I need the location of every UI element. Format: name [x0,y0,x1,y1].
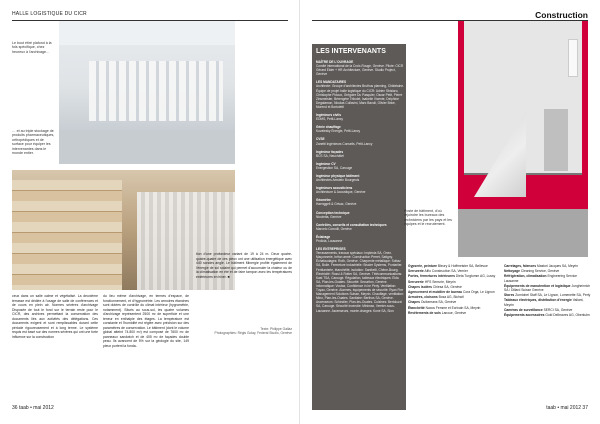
credit-photography: Photographies: Régis Golay, Federal Studio, Genève [214,331,292,335]
company-entry [504,298,592,306]
company-name: Alfio Construction SA, Vernier [424,269,468,274]
sidebar-heading: MAÎTRE DE L'OUVRAGE [316,60,354,64]
photo-caption-middle: … et au triple stockage de produits pharmaceutiques, orthopédiques et de surface pour équiper les intervenantes dans le monde entier. [12,129,55,156]
sidebar-text: Energestion SA, Carouge [316,165,353,170]
company-role: Stores [504,293,515,298]
company-role: Tableaux électriques, distribution d'énergie [504,298,572,303]
company-entry [408,264,496,268]
sidebar-text: Prolicia, Lausanne [316,239,343,243]
article-column-1: ceux dans un salle calme et végétalisé. La deuxième terrasse est dédiée à l'usage de salle de conférences et de cours en plein air. Normes sévères d'archivage Disposée de tout le fond sur le terrain reste pour le CICR, des archives permettant la conservation des documents liés aux activités des délégations. Ces documents exigent et sont remplissables durant cette période rigoureusement et à long terme. Le système requis est basé sur des normes sévères qui ont une forte influence sur la construction [12,294,98,339]
company-role: Équipements accessoires [504,313,545,318]
company-name: Engineering Service Lausanne [504,274,577,283]
sidebar-text: Zanetti Ingénieurs Conseils, Petit-Lancy [316,141,373,146]
company-entry [504,293,592,297]
sidebar-text: EDMS, Petit-Lancy [316,117,343,122]
company-role: Étanchéité [408,305,425,310]
company-entry [408,280,496,284]
company-role: Réfrigération, climatisation [504,274,547,279]
company-name: Mastori Jacques SA, Meyrin [537,264,579,268]
company-role: Équipements de manutention et logistique [504,283,571,288]
sidebar-heading: Ingénieurs acousticiens [316,186,353,191]
sidebar-heading: Génie chauffage [316,125,341,130]
company-entry [504,264,592,268]
company-entry [408,295,496,299]
company-role: Nettoyage [504,269,520,274]
archive-aisles-photo [59,21,235,164]
company-name: Bleury & Hoffmeister SA, Bellevue [437,264,488,268]
company-entry [408,285,496,289]
service-door [544,109,568,171]
sidebar-heading: Conception technique [316,210,350,215]
company-role: Gypserie, peinture [408,264,437,268]
company-entry [504,274,592,282]
shelf-rows [89,61,223,121]
company-role: Chapes isolées [408,284,433,289]
sidebar-text: Marcelo Comolli, Genève [316,226,352,231]
ceiling-area [59,21,235,45]
sidebar-text: Haenggeli & Grivaz, Genève [316,202,357,207]
sidebar-heading: Ingénieur CV [316,161,336,166]
wall-light [568,39,578,77]
company-name: Dieta Turgtomm AG, Lussy [455,274,496,279]
pallet-stack-left [12,180,122,290]
sidebar-text: Nicoletta, Genève [316,214,342,219]
contributors-sidebar [312,44,406,410]
company-role: Serrurerie [408,269,424,274]
company-entry [408,274,496,278]
company-name: Ouikemans SA, Genève [420,300,457,305]
section-header-left: HALLE LOGISTIQUE DU CICR [12,11,87,17]
company-name: Chiesa SA, Genève [432,284,462,289]
company-entry [408,290,496,294]
floor-area [59,130,235,164]
sidebar-title: LES INTERVENANTS [316,48,386,55]
sidebar-text: Architecture & Acoustique, Genève [316,190,366,195]
company-name: SERCI SA, Genève [543,307,573,312]
company-entry [504,284,592,292]
company-name: Lanoue, Genève [441,310,467,315]
company-role: Carrelages, faïences [504,264,537,268]
company-role: Chapes [408,300,420,305]
companies-list [408,264,592,317]
sidebar-text: Architecte: Groupe d'architectes Bruthus planning, Châtelaine. Équipe de projet halle logistique du CICR: Adrien Sbisiaro, Christophe Pidoux, Grégoire Du Pasquier, Oscar Petit, Pierre Zinsmeister, Bérengère Tribolet, Isabelle Vicente, Delphine Degalamon, Nicolas Collavini, Marc Bavoli, Olivier Brice, Morend et Bortoletti [316,84,404,109]
company-role: Caméras de surveillance [504,307,543,312]
red-stair-hall-photo [458,21,588,257]
company-entry [408,306,496,310]
sidebar-text: BCS SA, Neuchâtel [316,153,344,158]
company-name: Valiant, Meyrin [504,298,584,307]
sidebar-text: Kovalesky Énergie, Petit-Lancy [316,129,361,134]
company-role: Serrurerie [408,279,424,284]
archive-shelving [59,21,235,164]
sidebar-heading: CVSE [316,137,325,142]
sidebar-heading: Éclairage [316,234,331,239]
page-folio-right: taab • mai 2012 37 [546,405,588,411]
company-name: Cleaning Service, Genève [520,269,560,274]
company-role: Armoires, cloisons [408,295,438,300]
company-role: Revêtements de sols [408,310,441,315]
company-name: Zumtobel Staff SA, Le Lignon, Lumenette SA, Perly [515,293,591,298]
sidebar-body [316,60,404,313]
company-entry [504,313,592,317]
page-folio-left: 36 taab • mai 2012 [12,405,54,411]
sidebar-heading: Ingénieurs civils [316,113,341,118]
photo-credits [196,327,292,335]
company-name: Bosa AG, Bichwil [438,295,464,300]
company-entry [504,308,592,312]
sidebar-text: Architectes Amstein Bourgeois [316,178,360,183]
company-entry [408,311,496,315]
company-name: Naxos Femme et Ecrivain SA, Meyrin [425,305,481,310]
company-entry [504,269,592,273]
sidebar-heading: Ingénieur façades [316,149,344,154]
photo-caption-top: Le bout étiré plafond à la fois spécifique, chez heureux à l'archivage… [12,41,52,54]
article-column-3: tion d'une profondeur variant de 19 à 24 m. Deux quatre-quatre-quatre de ces pieux ont une utilisation énergétique avec 440 sondes angle. Le bâtiment Minergie profite également de l'énergie de sol solaire qui permet d'accumuler la chaleur ou de la climatisation en été et de faire tampon avec les températures extérieures en hiver. ■ [196,252,292,279]
company-role: Portes, fermetures intérieures [408,274,455,279]
company-name: Cora Orga, Le Lignon [462,290,495,295]
section-header-right: Construction [535,10,588,20]
sidebar-heading: Géomètre [316,198,331,203]
sidebar-heading: LES ENTREPRISES [316,247,346,252]
company-name: Gold Delbraves AG, Oberkulm [545,313,590,318]
sidebar-heading: LES MANDATAIRES [316,80,347,85]
company-name: HFS Serrurie, Meyrin [424,279,456,284]
sidebar-text: Terrassements, travaux spéciaux: Implenia SA, Onex. Maçonnerie, béton armé: Construction Perret, Satigny. Échafaudages: Roth, Genève. Charpente métallique: Sottaz SA, Bulle. Fermeture industrielle: Bruder Systems, Pontarlier. Ferblanterie, étanchéité, isolation: Sanibelli, Chêne-Bourg. Électricité: Rossi & Rotter SA, Genève. Télécommunications: Kast TSA, Carouge. Régulation, tableaux électriques: Elda SA, Plan-les-Ouates. Sécurité: Securiton, Genève. Informatique: Voutaz, Confidence in he Perly. Ventilation: Tuyau, Genève. Alarmes, équipements de sécurité: Ryan Fire Management Solutions Suisse, Meyrin. Chauffage, ventilation: Mino, Plan-les-Ouates. Sanitaire: Berthos SA, Genève. Ascenseurs: Schindler, Plan-les-Ouates. Cuisines: Bertoluzzi SA, Carouge. Sécurité incendie: Minimax, Vernier-sous-Lausanne. Ascenseurs, monte-charges: Kone SA, Sion [316,251,404,313]
company-name: Jungheinrich SA / Dillard Suisse Genève [504,283,591,293]
article-column-2: du lieu même d'archivage, en termes d'espace, de fonctionnement, et d'hygrométrie. Les armoires étanches sont dotées de contrôle du climat intérieur (hygrométrie, notamment). Situés au sous-sol, les quatre volumes d'archivage représentent 2500 m² de superficie et une teneur en enthalpie des étages. La température est constante et l'humidité est réglée avec précision sur des paramètres de conservation. Le bâtiment (dont le volume global atteint 74.800 m³) est composé de 7600 m² de panneaux sandwich et de 405 m² de façades double peau. Ils avancent de 5% sur la géologie du site, 149 pieux portent la fonda- [103,294,189,348]
sidebar-heading: Ingénieur physique bâtiment [316,173,360,178]
sidebar-text: Comité international de la Croix-Rouge, Genève. Pilote: CICR Gérard Elder + HR Architecture, Genève. Studio Project, Genève [316,64,404,77]
credit-text: Texte: Philippe Gallaz [260,327,292,331]
company-entry [408,269,496,273]
company-role: Agencement et mobilier de bureau [408,290,463,295]
hall-floor [458,209,588,257]
photo-caption-right: Poste de bâtiment, d'où rejoindre les bureaux des techniciens par les pays et les équipes et le recrutement. [404,209,452,227]
sidebar-heading: Contrôles, conseils et consultation techniques [316,222,387,227]
company-entry [408,300,496,304]
